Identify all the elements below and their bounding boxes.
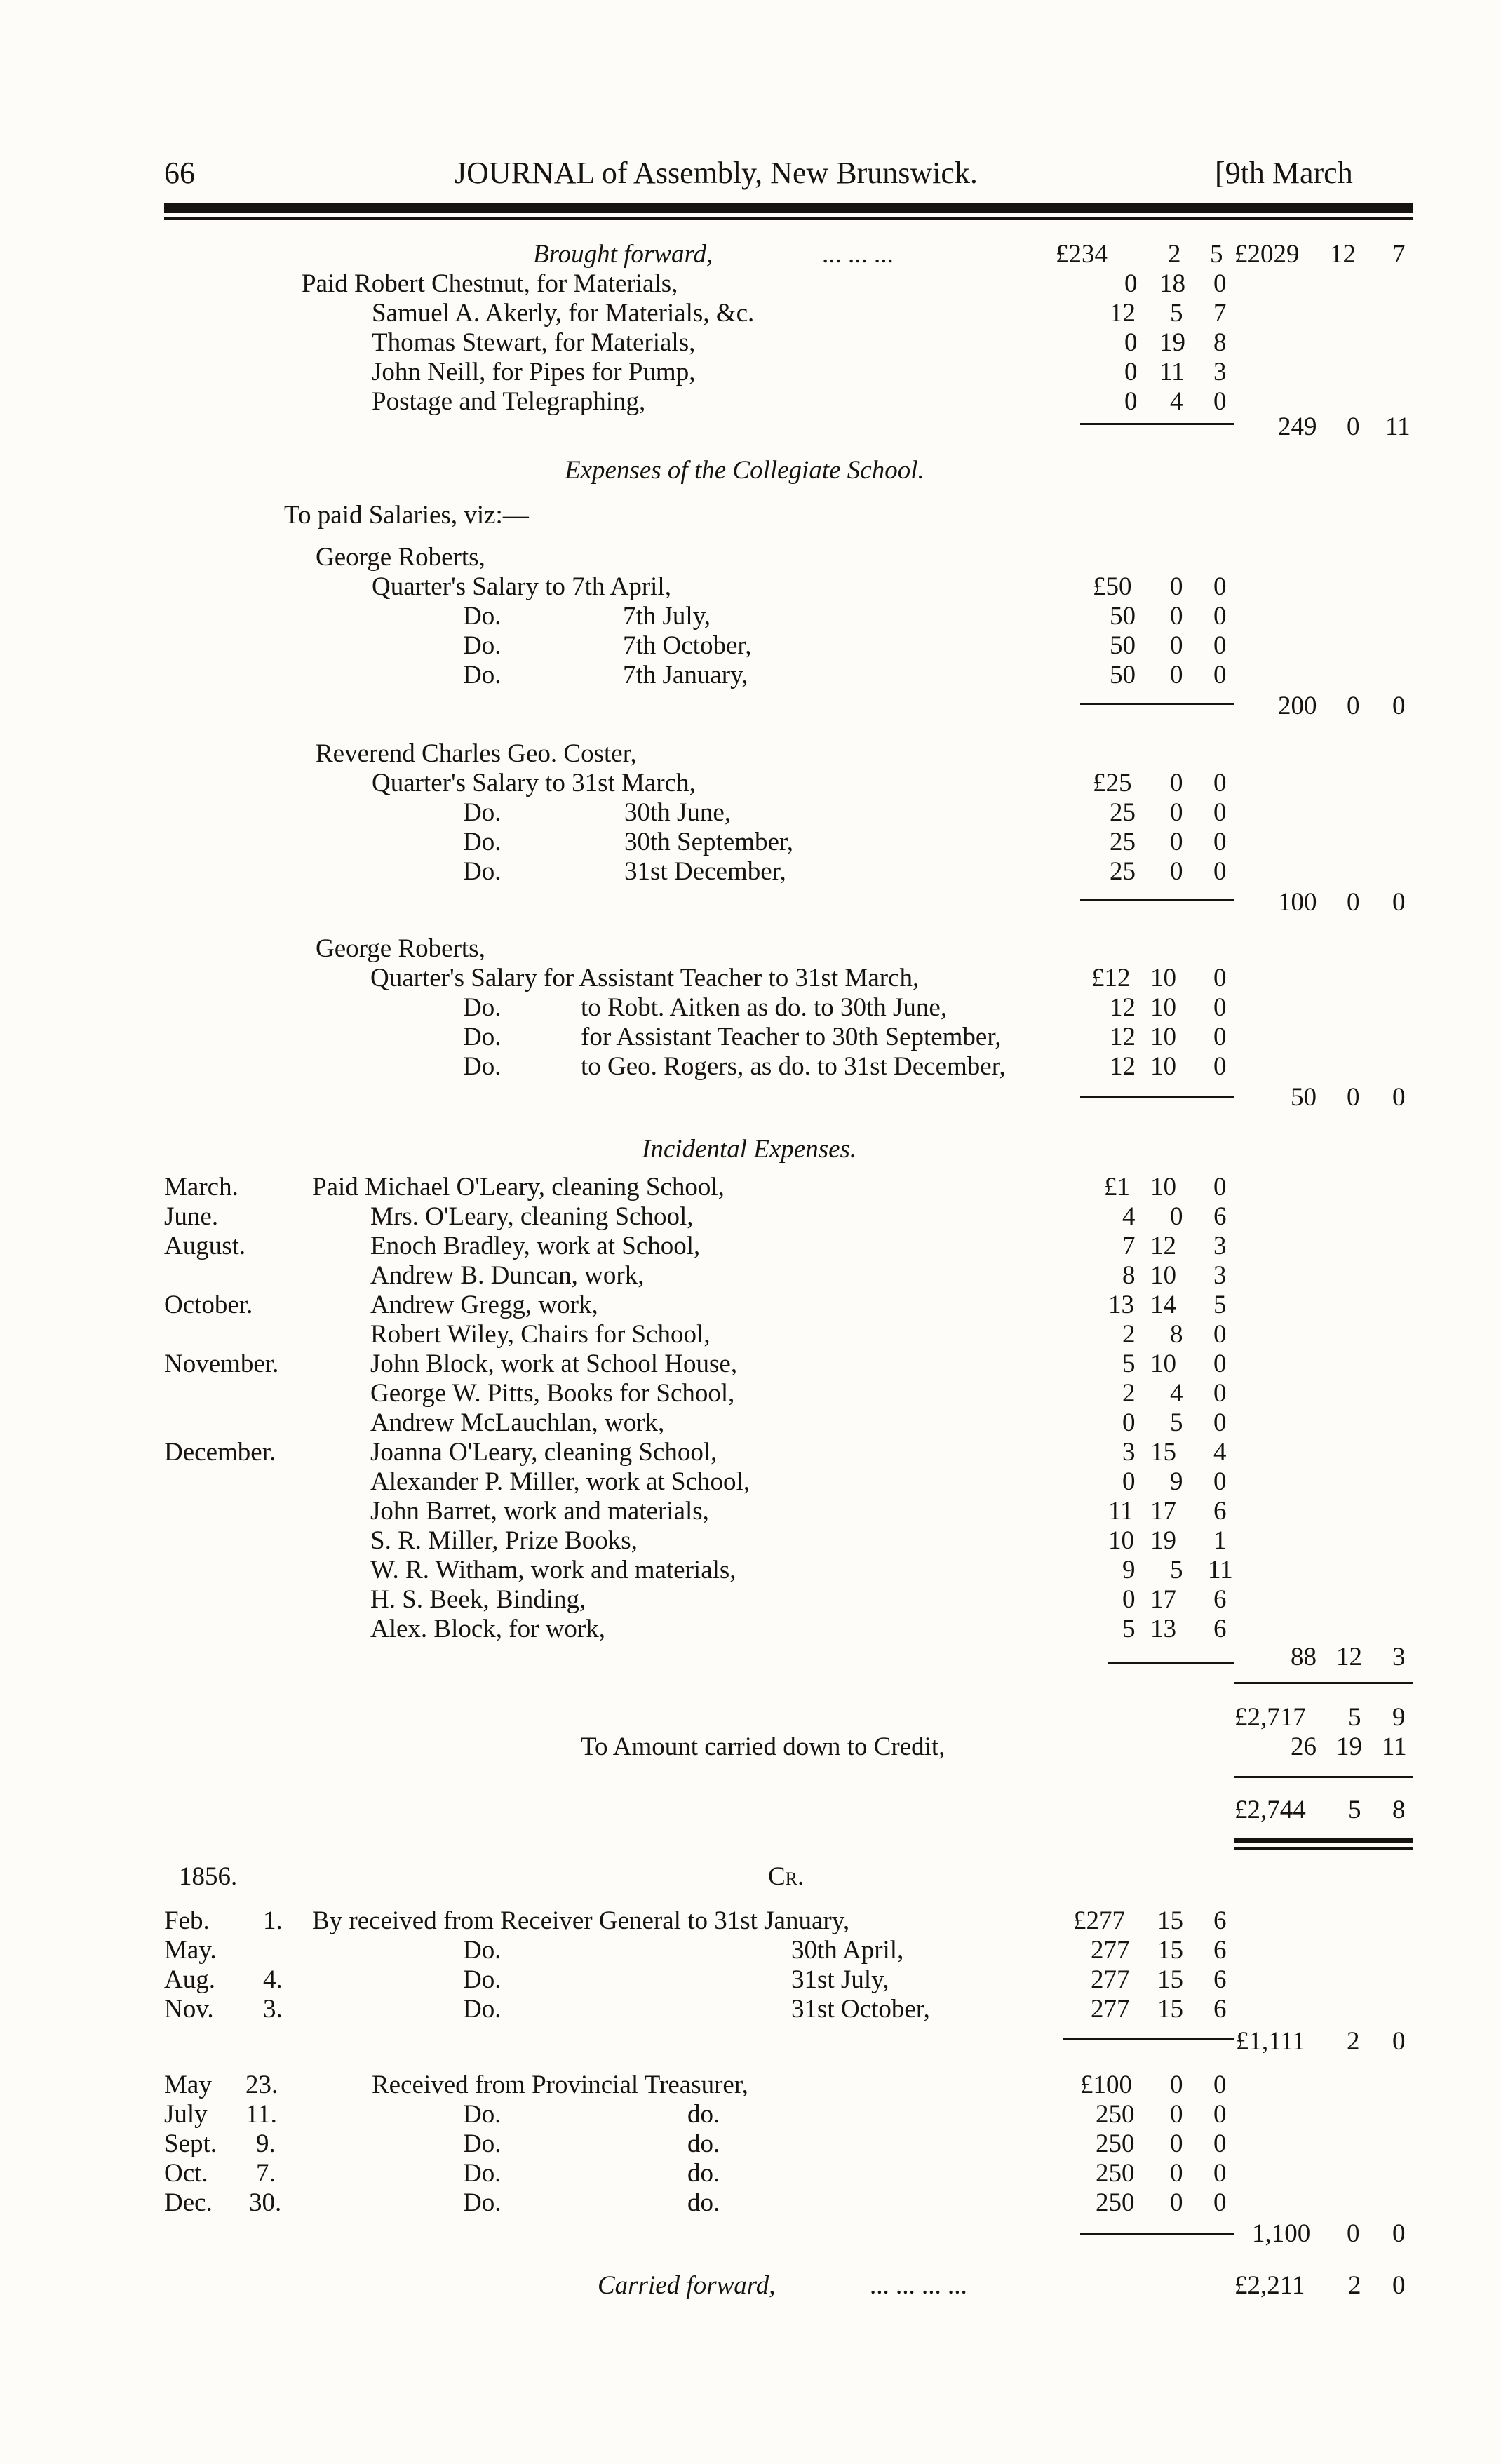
expense-item: John Block, work at School House, <box>370 1349 738 1378</box>
month-label: October. <box>164 1291 253 1319</box>
brought-forward-dots: ... ... ... <box>822 240 894 269</box>
materials-item: Thomas Stewart, for Materials, <box>372 328 696 357</box>
credit-day: 23. <box>245 2071 278 2099</box>
credit-day: 7. <box>256 2159 276 2188</box>
credit-heading: Cr. <box>768 1862 805 1891</box>
credit-item: By received from Receiver General to 31st January, <box>312 1906 850 1935</box>
credit-month: Feb. <box>164 1906 210 1935</box>
grand-total-rule-thin <box>1234 1847 1413 1850</box>
materials-item: Postage and Telegraphing, <box>372 387 646 416</box>
credit-month: May <box>164 2071 212 2099</box>
payee-name: George Roberts, <box>316 543 485 572</box>
salary-line: Do. <box>463 828 502 856</box>
salary-line: Do. <box>463 1023 502 1051</box>
expense-item: Andrew B. Duncan, work, <box>370 1261 645 1290</box>
credit-item: Do. <box>463 1995 502 2024</box>
credit-day: 11. <box>245 2100 277 2129</box>
salary-line-date: 31st December, <box>624 857 786 886</box>
month-label: June. <box>164 1202 219 1231</box>
credit-item-date: 31st October, <box>791 1995 930 2024</box>
carried-down-label: To Amount carried down to Credit, <box>581 1732 945 1761</box>
page-date: [9th March <box>1215 156 1353 190</box>
month-label: March. <box>164 1173 238 1201</box>
credit-day: 9. <box>256 2129 276 2158</box>
credit-month: Nov. <box>164 1995 214 2024</box>
credit-item: Do. <box>463 1965 502 1994</box>
credit-item: Do. <box>463 2188 502 2217</box>
month-label: December. <box>164 1438 276 1467</box>
salary-line: Do. <box>463 631 502 660</box>
credit-item: Do. <box>463 2100 502 2129</box>
credit-item: Do. <box>463 2129 502 2158</box>
salary-line: Quarter's Salary to 7th April, <box>372 572 671 601</box>
expense-item: W. R. Witham, work and materials, <box>370 1556 736 1584</box>
grand-total-rule-thick <box>1234 1838 1413 1843</box>
month-label: November. <box>164 1349 279 1378</box>
expense-item: Joanna O'Leary, cleaning School, <box>370 1438 718 1467</box>
expense-item: John Barret, work and materials, <box>370 1497 709 1526</box>
subtotal-rule <box>1108 1662 1234 1664</box>
credit-month: Sept. <box>164 2129 217 2158</box>
salary-line-date: 7th October, <box>623 631 752 660</box>
salary-line: Do. <box>463 993 502 1022</box>
subtotal-rule <box>1080 703 1234 705</box>
carried-forward-dots: ... ... ... ... <box>870 2271 967 2300</box>
credit-item-do: do. <box>687 2159 720 2188</box>
salary-line: Do. <box>463 857 502 886</box>
expense-item: Andrew Gregg, work, <box>370 1291 598 1319</box>
header-rule-thick <box>164 203 1413 213</box>
materials-item: Paid Robert Chestnut, for Materials, <box>302 269 678 298</box>
page-number: 66 <box>164 156 195 190</box>
salary-line-detail: to Robt. Aitken as do. to 30th June, <box>581 993 948 1022</box>
credit-item-do: do. <box>687 2100 720 2129</box>
salary-line-detail: for Assistant Teacher to 30th September, <box>581 1023 1002 1051</box>
credit-item-do: do. <box>687 2188 720 2217</box>
salary-line: Do. <box>463 798 502 827</box>
brought-forward-label: Brought forward, <box>533 240 713 269</box>
subtotal-rule <box>1080 2233 1234 2235</box>
expense-item: Mrs. O'Leary, cleaning School, <box>370 1202 694 1231</box>
credit-month: July <box>164 2100 208 2129</box>
salary-line: Quarter's Salary for Assistant Teacher to 31st March, <box>370 964 920 992</box>
collegiate-heading: Expenses of the Collegiate School. <box>565 456 924 485</box>
credit-month: Dec. <box>164 2188 213 2217</box>
subtotal-rule <box>1080 423 1234 425</box>
subtotal-rule <box>1080 899 1234 901</box>
salary-line-date: 7th January, <box>623 661 748 689</box>
expense-item: Enoch Bradley, work at School, <box>370 1232 701 1260</box>
salary-line-date: 30th June, <box>624 798 732 827</box>
header-rule-thin <box>164 217 1413 220</box>
incidental-heading: Incidental Expenses. <box>642 1135 857 1164</box>
salary-line: Do. <box>463 661 502 689</box>
carried-forward-label: Carried forward, <box>598 2271 776 2300</box>
expense-item: S. R. Miller, Prize Books, <box>370 1526 638 1555</box>
salary-line: Do. <box>463 1052 502 1081</box>
month-label: August. <box>164 1232 246 1260</box>
expense-item: George W. Pitts, Books for School, <box>370 1379 735 1408</box>
salary-line-date: 30th September, <box>624 828 794 856</box>
expense-item: Andrew McLauchlan, work, <box>370 1408 665 1437</box>
credit-item-date: 30th April, <box>791 1936 904 1965</box>
salary-line-date: 7th July, <box>623 602 711 631</box>
page-title: JOURNAL of Assembly, New Brunswick. <box>455 156 978 190</box>
expense-item: H. S. Beek, Binding, <box>370 1585 586 1614</box>
sum-rule <box>1234 1776 1413 1778</box>
credit-item-date: 31st July, <box>791 1965 889 1994</box>
credit-day: 30. <box>249 2188 282 2217</box>
salary-line-detail: to Geo. Rogers, as do. to 31st December, <box>581 1052 1006 1081</box>
credit-month: Aug. <box>164 1965 215 1994</box>
credit-year: 1856. <box>179 1862 238 1891</box>
salary-line: Do. <box>463 602 502 631</box>
payee-name: George Roberts, <box>316 934 485 963</box>
salaries-label: To paid Salaries, viz:— <box>284 501 529 530</box>
credit-item: Received from Provincial Treasurer, <box>372 2071 748 2099</box>
materials-item: John Neill, for Pipes for Pump, <box>372 358 696 386</box>
credit-day: 4. <box>263 1965 283 1994</box>
payee-name: Reverend Charles Geo. Coster, <box>316 739 637 768</box>
credit-item: Do. <box>463 2159 502 2188</box>
credit-item-do: do. <box>687 2129 720 2158</box>
subtotal-rule <box>1080 1096 1234 1098</box>
expense-item: Alexander P. Miller, work at School, <box>370 1467 750 1496</box>
credit-month: Oct. <box>164 2159 208 2188</box>
credit-item: Do. <box>463 1936 502 1965</box>
expense-item: Robert Wiley, Chairs for School, <box>370 1320 711 1349</box>
expense-item: Paid Michael O'Leary, cleaning School, <box>312 1173 725 1201</box>
materials-item: Samuel A. Akerly, for Materials, &c. <box>372 299 755 328</box>
sum-rule <box>1234 1682 1413 1684</box>
expense-item: Alex. Block, for work, <box>370 1615 605 1643</box>
subtotal-rule <box>1063 2038 1234 2040</box>
credit-month: May. <box>164 1936 217 1965</box>
credit-day: 1. <box>263 1906 283 1935</box>
credit-day: 3. <box>263 1995 283 2024</box>
salary-line: Quarter's Salary to 31st March, <box>372 769 696 797</box>
